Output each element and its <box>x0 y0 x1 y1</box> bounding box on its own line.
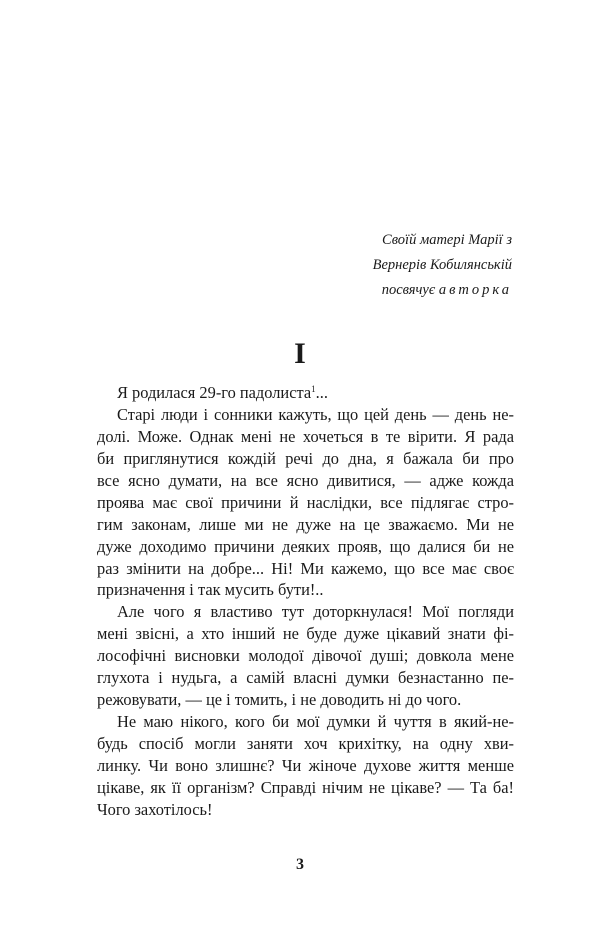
text-line: дуже доходимо причини деяких прояв, що далися би не <box>97 536 514 556</box>
text-line: режовувати, — це і томить, і не доводить ні до чого. <box>97 690 462 710</box>
text-line: все ясно думати, на все ясно дивитися, — адже кожда <box>97 470 514 490</box>
text-line: глухота і нудьга, а самій власні думки безнастанно пе- <box>97 668 514 688</box>
epigraph-author: авторка <box>438 282 512 298</box>
text-line: би приглянутися кождій речі до дна, я бажала би про <box>97 448 514 468</box>
footnote-marker[interactable]: 1 <box>311 384 316 394</box>
text-line: Старі люди і сонники кажуть, що цей день — день не- <box>117 404 514 424</box>
text-line: лософічні висновки молодої дівочої душі; довкола мене <box>97 646 514 666</box>
text-line: проява має свої причини й наслідки, все підлягає стро- <box>97 492 514 512</box>
text-line: линку. Чи воно злишнє? Чи жіноче духове життя менше <box>97 755 514 775</box>
text-fragment: ... <box>315 383 328 402</box>
text-line: раз змінити на добре... Ні! Ми кажемо, що все має своє <box>97 558 514 578</box>
text-line: Чого захотілось! <box>97 799 213 819</box>
epigraph-line <box>373 278 512 303</box>
text-line: Але чого я властиво тут доторкнулася! Мої погляди <box>117 602 514 622</box>
body-text <box>97 382 514 821</box>
text-line <box>97 382 514 404</box>
text-fragment: Я родилася 29-го падолиста <box>117 383 312 402</box>
epigraph-line: Вернерів Кобилянській <box>372 257 512 273</box>
text-line: долі. Може. Однак мені не хочеться в те вірити. Я рада <box>97 426 514 446</box>
page-number: 3 <box>296 856 304 873</box>
text-line: Не маю нікого, кого би мої думки й чуття в який-не- <box>117 712 514 732</box>
text-line: гим законам, лише ми не дуже на це зважаємо. Ми не <box>97 514 514 534</box>
epigraph-line: Своїй матері Марії з <box>382 232 512 248</box>
text-line: будь спосіб могли заняти хоч крихітку, на одну хви- <box>97 734 514 754</box>
epigraph-dedication <box>373 228 512 303</box>
text-line: цікаве, як її організм? Справді нічим не цікаве? — Та ба! <box>97 777 514 797</box>
text-line: призначення і так мусить бути!.. <box>97 580 324 600</box>
epigraph-text: посвячує <box>381 282 439 298</box>
text-line: мені звісні, а хто інший не буде дуже цікавий знати фі- <box>97 624 514 644</box>
chapter-heading: I <box>294 337 306 370</box>
